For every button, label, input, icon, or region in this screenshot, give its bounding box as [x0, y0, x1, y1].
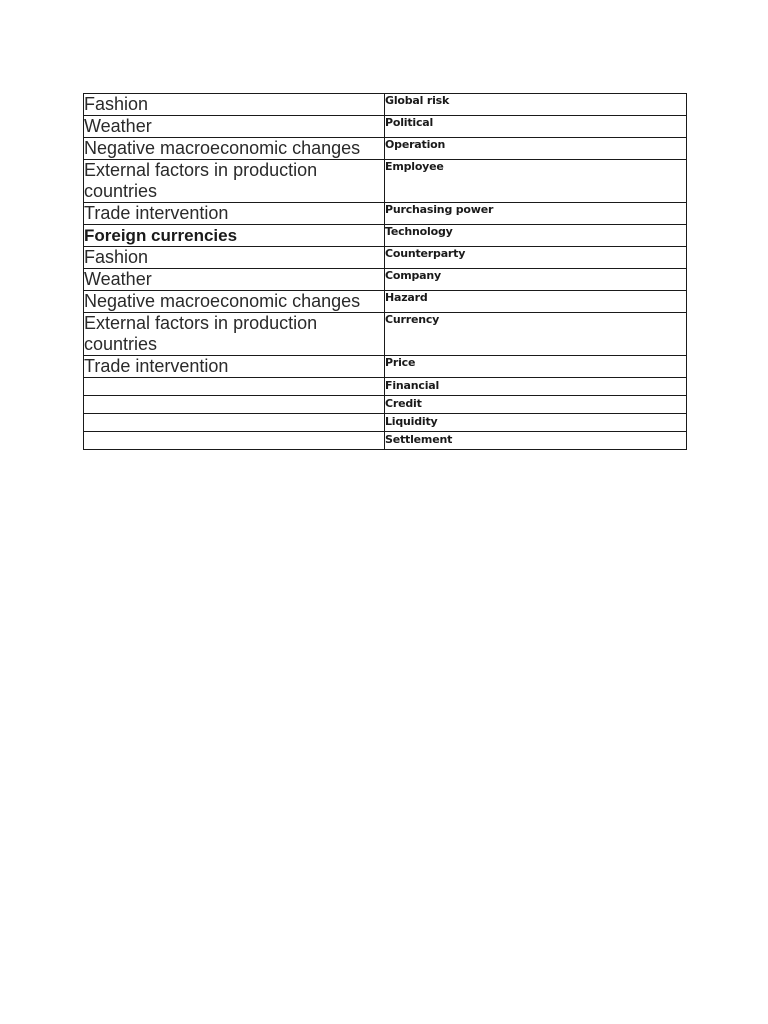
table-cell-right: Company [385, 269, 687, 291]
table-cell-left: Negative macroeconomic changes [84, 291, 385, 313]
table-cell-right: Credit [385, 396, 687, 414]
table-row [84, 203, 687, 225]
table-cell-right: Financial [385, 378, 687, 396]
table-cell-right: Price [385, 356, 687, 378]
table-row [84, 116, 687, 138]
table-cell-left: Fashion [84, 94, 385, 116]
table-cell-right: Liquidity [385, 414, 687, 432]
table-cell-left [84, 432, 385, 450]
table-cell-left: Negative macroeconomic changes [84, 138, 385, 160]
table-cell-left: External factors in production countries [84, 160, 385, 203]
table-cell-left: Trade intervention [84, 203, 385, 225]
table-row [84, 414, 687, 432]
table-row [84, 160, 687, 203]
table-cell-left: Weather [84, 269, 385, 291]
table-cell-right: Employee [385, 160, 687, 203]
table-cell-right: Purchasing power [385, 203, 687, 225]
table-cell-right: Hazard [385, 291, 687, 313]
table-cell-right: Settlement [385, 432, 687, 450]
table-row [84, 432, 687, 450]
table-row [84, 378, 687, 396]
table-cell-right: Operation [385, 138, 687, 160]
risk-table [83, 93, 687, 450]
table-row [84, 247, 687, 269]
table-cell-left: Foreign currencies [84, 225, 385, 247]
table-cell-left: Trade intervention [84, 356, 385, 378]
table-row [84, 356, 687, 378]
table-cell-left: Fashion [84, 247, 385, 269]
table-row [84, 396, 687, 414]
table-cell-left [84, 414, 385, 432]
table-row [84, 94, 687, 116]
table-cell-right: Global risk [385, 94, 687, 116]
table-cell-right: Technology [385, 225, 687, 247]
table-cell-right: Political [385, 116, 687, 138]
table-row [84, 225, 687, 247]
table-row [84, 269, 687, 291]
table-row [84, 138, 687, 160]
table-row [84, 291, 687, 313]
table-cell-left [84, 396, 385, 414]
table-cell-right: Currency [385, 313, 687, 356]
table-cell-left [84, 378, 385, 396]
table-cell-left: Weather [84, 116, 385, 138]
table-cell-left: External factors in production countries [84, 313, 385, 356]
table-cell-right: Counterparty [385, 247, 687, 269]
table-row [84, 313, 687, 356]
